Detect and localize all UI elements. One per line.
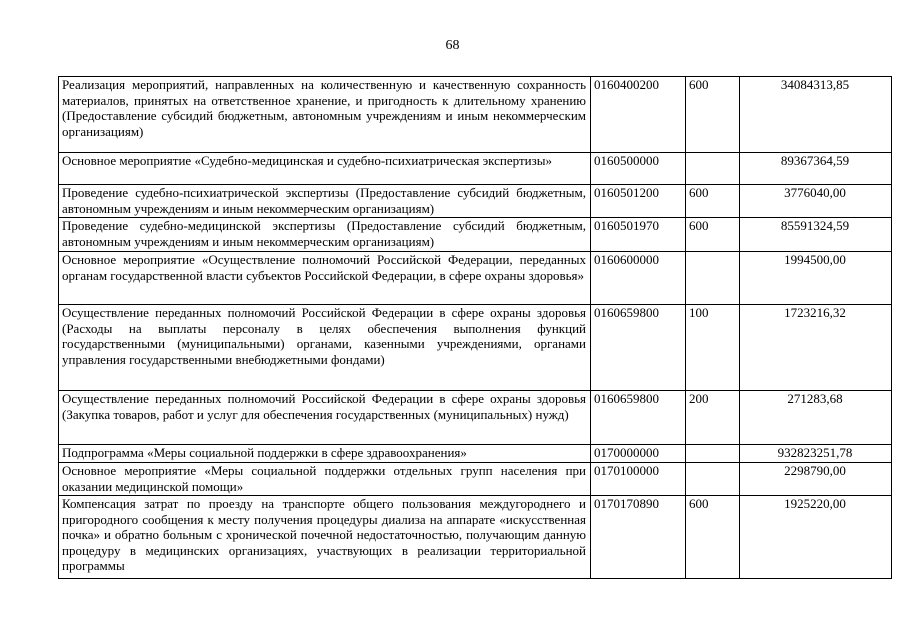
expense-name-cell: Реализация мероприятий, направленных на количественную и качественную сохранность материалов, принятых на ответственное хранение, и пригодность к длительному хранению (Предоставление субсидий бюджетным, автономным учреждениям и иным некоммерческим организациям) [59,77,591,153]
expense-type-cell: 600 [686,185,740,218]
expense-type-cell [686,463,740,496]
amount-cell: 2298790,00 [740,463,892,496]
expense-type-cell [686,252,740,305]
expense-name-cell: Проведение судебно-медицинской экспертизы (Предоставление субсидий бюджетным, автономным учреждениям и иным некоммерческим организациям) [59,218,591,252]
table-row [59,218,892,252]
table-row [59,463,892,496]
target-code-cell: 0160659800 [591,391,686,445]
amount-cell: 3776040,00 [740,185,892,218]
expense-type-cell: 600 [686,218,740,252]
expense-name-cell: Осуществление переданных полномочий Российской Федерации в сфере охраны здоровья (Закупка товаров, работ и услуг для обеспечения государственных (муниципальных) нужд) [59,391,591,445]
budget-table [58,76,892,579]
amount-cell: 34084313,85 [740,77,892,153]
expense-name-cell: Подпрограмма «Меры социальной поддержки в сфере здравоохранения» [59,445,591,463]
target-code-cell: 0160501970 [591,218,686,252]
target-code-cell: 0170000000 [591,445,686,463]
expense-type-cell: 100 [686,305,740,391]
expense-name-cell: Проведение судебно-психиатрической экспертизы (Предоставление субсидий бюджетным, автономным учреждениям и иным некоммерческим организациям) [59,185,591,218]
page-number: 68 [445,38,460,53]
table-row [59,77,892,153]
expense-type-cell [686,153,740,185]
expense-type-cell: 600 [686,496,740,579]
expense-name-cell: Компенсация затрат по проезду на транспорте общего пользования междугороднего и пригородного сообщения к месту получения процедуры диализа на аппарате «искусственная почка» и обратно больным с хронической почечной недостаточностью, получающим данную процедуру в медицинских организациях, участвующих в реализации территориальной программы [59,496,591,579]
table-row [59,445,892,463]
amount-cell: 932823251,78 [740,445,892,463]
amount-cell: 85591324,59 [740,218,892,252]
target-code-cell: 0170100000 [591,463,686,496]
table-row [59,305,892,391]
amount-cell: 1723216,32 [740,305,892,391]
expense-type-cell [686,445,740,463]
amount-cell: 1994500,00 [740,252,892,305]
amount-cell: 271283,68 [740,391,892,445]
target-code-cell: 0160659800 [591,305,686,391]
expense-type-cell: 600 [686,77,740,153]
expense-type-cell: 200 [686,391,740,445]
table-row [59,153,892,185]
target-code-cell: 0160501200 [591,185,686,218]
table-row [59,252,892,305]
expense-name-cell: Основное мероприятие «Осуществление полномочий Российской Федерации, переданных органам государственной власти субъектов Российской Федерации, в сфере охраны здоровья» [59,252,591,305]
table-row [59,496,892,579]
target-code-cell: 0160400200 [591,77,686,153]
amount-cell: 89367364,59 [740,153,892,185]
target-code-cell: 0160600000 [591,252,686,305]
expense-name-cell: Основное мероприятие «Меры социальной поддержки отдельных групп населения при оказании медицинской помощи» [59,463,591,496]
table-row [59,391,892,445]
table-row [59,185,892,218]
target-code-cell: 0170170890 [591,496,686,579]
expense-name-cell: Основное мероприятие «Судебно-медицинская и судебно-психиатрическая экспертизы» [59,153,591,185]
amount-cell: 1925220,00 [740,496,892,579]
expense-name-cell: Осуществление переданных полномочий Российской Федерации в сфере охраны здоровья (Расходы на выплаты персоналу в целях обеспечения выполнения функций государственными (муниципальными) органами, казенными учреждениями, органами управления государственными внебюджетными фондами) [59,305,591,391]
budget-table-body [59,77,892,579]
target-code-cell: 0160500000 [591,153,686,185]
